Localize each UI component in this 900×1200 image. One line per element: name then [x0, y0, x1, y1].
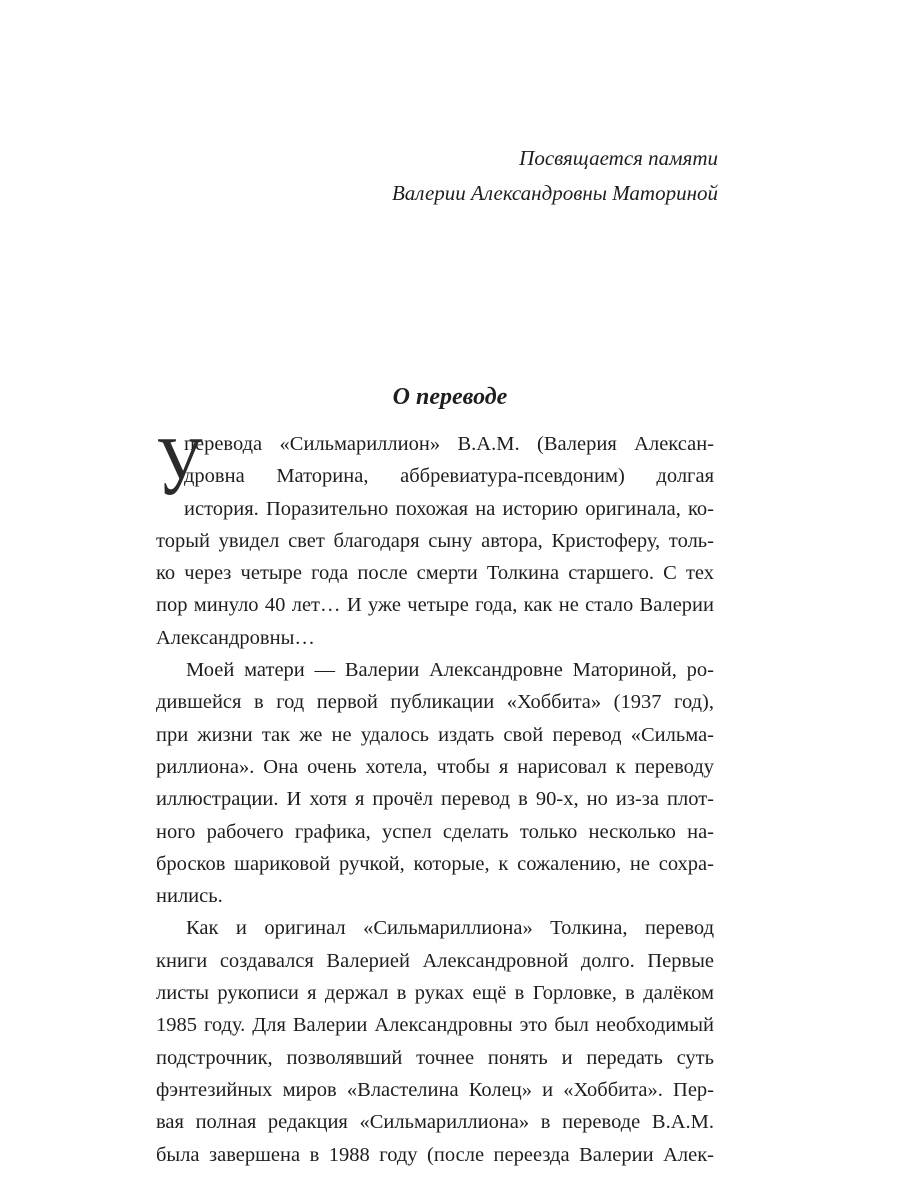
text-line: риллиона». Она очень хотела, чтобы я нарисовал к переводу [156, 755, 714, 778]
text-line: при жизни так же не удалось издать свой перевод «Сильма- [156, 723, 714, 746]
text-line: дровна Маторина, аббревиатура-псевдоним) долгая [184, 465, 714, 488]
text-line: ного рабочего графика, успел сделать только несколько на- [156, 820, 714, 843]
text-line: подстрочник, позволявший точнее понять и передать суть [156, 1046, 714, 1069]
text-line: Моей матери — Валерии Александровне Маториной, ро- [186, 659, 714, 682]
text-line: дившейся в год первой публикации «Хоббита» (1937 год), [156, 691, 714, 714]
text-line: торый увидел свет благодаря сыну автора, Кристоферу, толь- [156, 529, 714, 552]
dedication [392, 141, 718, 211]
text-line: Как и оригинал «Сильмариллиона» Толкина, перевод [186, 917, 714, 940]
text-line: нились. [156, 885, 223, 908]
text-line: книги создавался Валерией Александровной долго. Первые [156, 949, 714, 972]
text-line: 1985 году. Для Валерии Александровны это был необходимый [156, 1014, 714, 1037]
dedication-line-2: Валерии Александровны Маториной [391, 181, 718, 205]
text-line: пор минуло 40 лет… И уже четыре года, как не стало Валерии [156, 594, 714, 617]
text-line: фэнтезийных миров «Властелина Колец» и «Хоббита». Пер- [156, 1078, 714, 1101]
text-line: Александровны… [156, 626, 315, 649]
text-line: иллюстрации. И хотя я прочёл перевод в 90-х, но из-за плот- [156, 788, 714, 811]
body-text [156, 420, 714, 1171]
text-line: ко через четыре года после смерти Толкина старшего. С тех [156, 562, 714, 585]
text-line: была завершена в 1988 году (после переезда Валерии Алек- [156, 1143, 714, 1166]
text-line: перевода «Сильмариллион» В.А.М. (Валерия Алексан- [184, 433, 714, 455]
text-line: листы рукописи я держал в руках ещё в Горловке, в далёком [156, 982, 714, 1005]
text-line: вая полная редакция «Сильмариллиона» в переводе В.А.М. [156, 1111, 714, 1134]
section-title: О переводе [392, 384, 508, 410]
text-line: бросков шариковой ручкой, которые, к сожалению, не сохра- [156, 852, 714, 875]
dedication-line-1: Посвящается памяти [519, 146, 718, 170]
text-line: история. Поразительно похожая на историю оригинала, ко- [184, 497, 714, 520]
drop-cap: У [156, 420, 203, 513]
